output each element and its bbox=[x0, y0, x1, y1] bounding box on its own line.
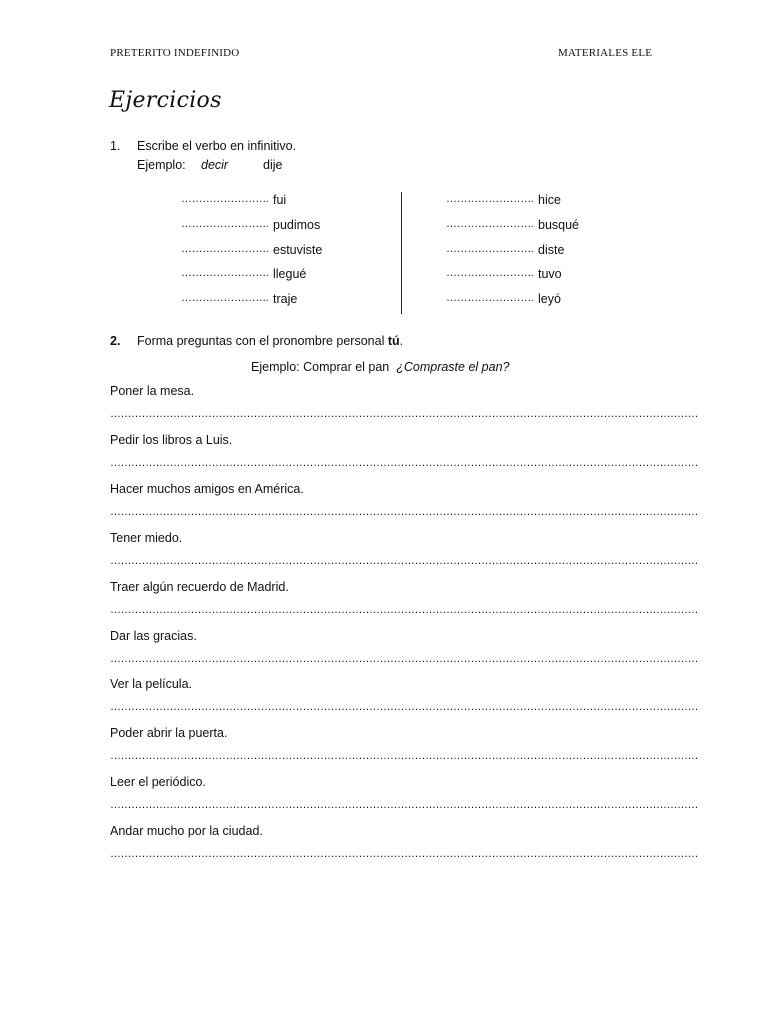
answer-line[interactable]: …………………………………………………………………………………………………………………………………………………… bbox=[110, 505, 698, 518]
answer-line[interactable]: …………………………………………………………………………………………………………………………………………………… bbox=[110, 848, 698, 861]
exercise1-example-label: Ejemplo: bbox=[137, 158, 186, 172]
verb-form-right: tuvo bbox=[538, 267, 562, 282]
prompt-text: Hacer muchos amigos en América. bbox=[110, 481, 304, 496]
verb-blank-left[interactable]: ……………………. bbox=[181, 193, 269, 205]
header-right: MATERIALES ELE bbox=[558, 47, 653, 59]
exercise2-example-answer: ¿Compraste el pan? bbox=[396, 360, 510, 374]
exercise1-number: 1. bbox=[110, 139, 121, 153]
prompt-text: Poder abrir la puerta. bbox=[110, 726, 228, 741]
verb-form-left: llegué bbox=[273, 267, 307, 282]
verb-blank-right[interactable]: ……………………. bbox=[446, 292, 534, 305]
exercise2-instruction bbox=[137, 334, 403, 348]
verb-blank-left[interactable]: ……………………. bbox=[181, 217, 269, 230]
answer-line[interactable]: …………………………………………………………………………………………………………………………………………………… bbox=[110, 799, 698, 812]
verb-form-left: estuviste bbox=[273, 242, 323, 257]
prompt-text: Leer el periódico. bbox=[110, 775, 206, 790]
exercise2-number: 2. bbox=[110, 334, 121, 348]
prompt-text: Poner la mesa. bbox=[110, 384, 195, 398]
verb-blank-right[interactable]: ……………………. bbox=[446, 193, 534, 205]
header-left: PRETERITO INDEFINIDO bbox=[110, 47, 240, 59]
prompt-text: Traer algún recuerdo de Madrid. bbox=[110, 579, 289, 594]
answer-line[interactable]: …………………………………………………………………………………………………………………………………………………… bbox=[110, 701, 698, 714]
verb-blank-right[interactable]: ……………………. bbox=[446, 267, 534, 280]
verb-form-left: traje bbox=[273, 292, 298, 307]
prompt-text: Pedir los libros a Luis. bbox=[110, 432, 233, 447]
verb-form-left: fui bbox=[273, 193, 287, 207]
answer-line[interactable]: …………………………………………………………………………………………………………………………………………………… bbox=[110, 456, 698, 469]
verb-blank-left[interactable]: ……………………. bbox=[181, 292, 269, 305]
answer-line[interactable]: …………………………………………………………………………………………………………………………………………………… bbox=[110, 554, 698, 567]
exercise2-instruction-end: . bbox=[399, 334, 404, 348]
column-divider bbox=[401, 192, 402, 314]
verb-form-right: diste bbox=[538, 242, 565, 257]
exercise2-instruction-text: Forma preguntas con el pronombre personal bbox=[137, 334, 388, 348]
exercise1-instruction: Escribe el verbo en infinitivo. bbox=[137, 139, 297, 153]
prompt-text: Tener miedo. bbox=[110, 530, 183, 545]
page-title: Ejercicios bbox=[109, 88, 222, 113]
exercise1-example-form: dije bbox=[263, 158, 283, 172]
answer-line[interactable]: …………………………………………………………………………………………………………………………………………………… bbox=[110, 603, 698, 616]
exercise2-example-text: Ejemplo: Comprar el pan bbox=[251, 360, 390, 374]
answer-line[interactable]: …………………………………………………………………………………………………………………………………………………… bbox=[110, 408, 698, 420]
verb-form-right: hice bbox=[538, 193, 561, 207]
verb-blank-right[interactable]: ……………………. bbox=[446, 217, 534, 230]
verb-form-right: busqué bbox=[538, 217, 580, 232]
answer-line[interactable]: …………………………………………………………………………………………………………………………………………………… bbox=[110, 652, 698, 665]
answer-line[interactable]: …………………………………………………………………………………………………………………………………………………… bbox=[110, 750, 698, 763]
verb-blank-right[interactable]: ……………………. bbox=[446, 242, 534, 255]
prompt-text: Ver la película. bbox=[110, 677, 192, 692]
exercise2-example bbox=[251, 360, 509, 374]
prompt-text: Dar las gracias. bbox=[110, 628, 197, 643]
verb-blank-left[interactable]: ……………………. bbox=[181, 267, 269, 280]
verb-blank-left[interactable]: ……………………. bbox=[181, 242, 269, 255]
exercise2-instruction-pronoun: tú bbox=[387, 334, 400, 348]
verb-form-left: pudimos bbox=[273, 217, 321, 232]
exercise1-example-infinitive: decir bbox=[201, 158, 229, 172]
verb-form-right: leyó bbox=[538, 292, 561, 307]
prompt-text: Andar mucho por la ciudad. bbox=[110, 824, 263, 839]
